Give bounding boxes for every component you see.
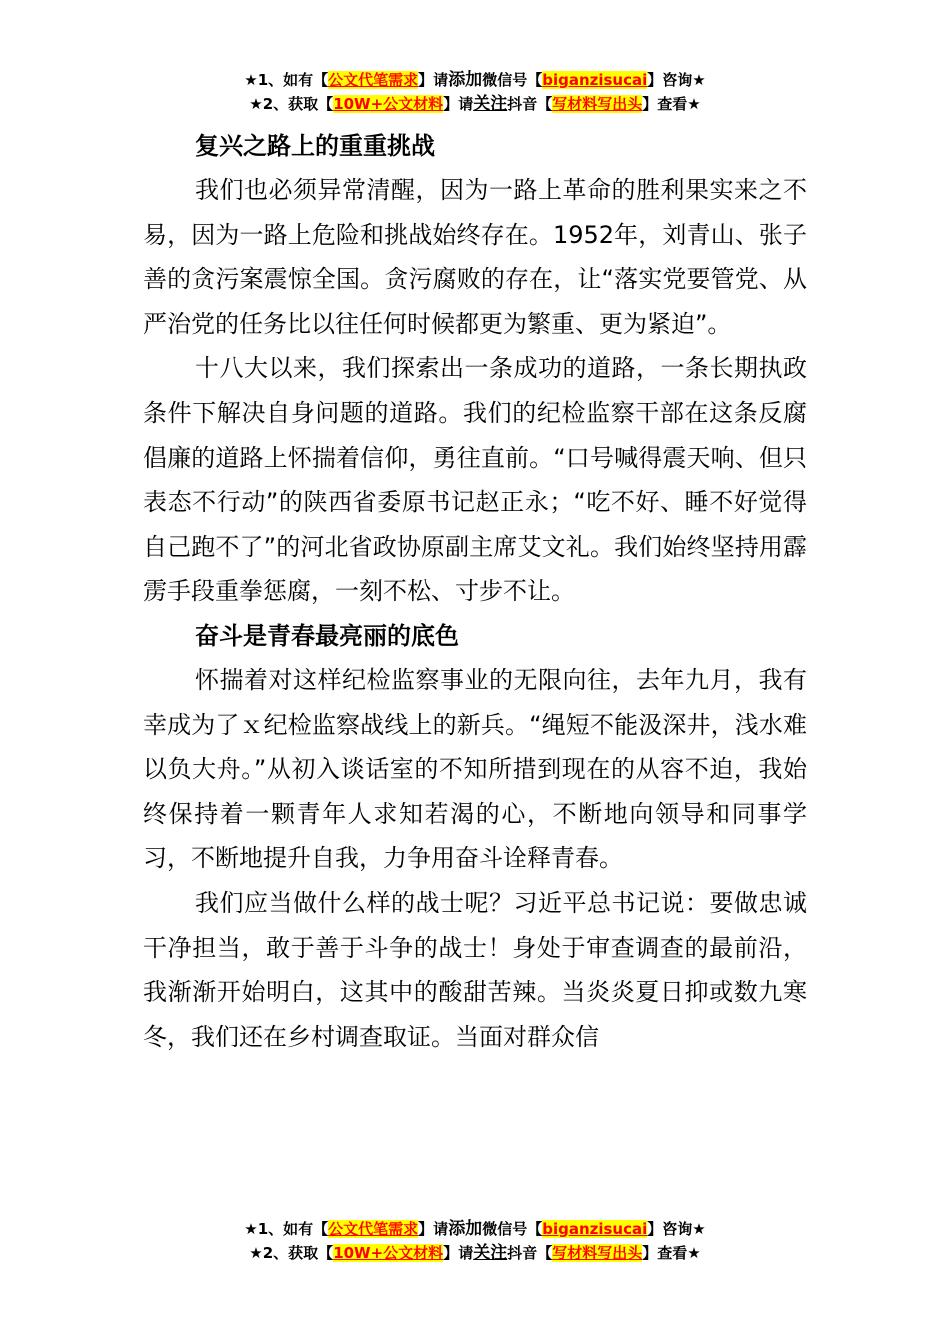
banner-line-1: [0, 1217, 950, 1241]
banner-text: 】查看★: [642, 95, 701, 113]
banner-emphasis: 添加: [448, 1219, 483, 1239]
paragraph: 我们应当做什么样的战士呢？习近平总书记说：要做忠诚干净担当，敢于善于斗争的战士！身处于审查调查的最前沿，我渐渐开始明白，这其中的酸甜苦辣。当炎炎夏日抑或数九寒冬，我们还在乡村调查取证。当面对群众信: [143, 888, 807, 1051]
banner-highlight: 公文代笔需求: [328, 1220, 419, 1238]
banner-text: 】请: [418, 71, 449, 89]
banner-highlight: biganzisucai: [542, 71, 648, 89]
section-heading: 奋斗是青春最亮丽的底色: [195, 621, 459, 650]
banner-text: 】请: [443, 1244, 474, 1262]
banner-text: 】咨询★: [647, 1220, 706, 1238]
banner-text: 抖音【: [507, 1244, 553, 1262]
banner-highlight: 10W+公文材料: [333, 1244, 444, 1262]
banner-text: 】咨询★: [647, 71, 706, 89]
paragraph: 怀揣着对这样纪检监察事业的无限向往，去年九月，我有幸成为了ｘ纪检监察战线上的新兵。“绳短不能汲深井，浅水难以负大舟。”从初入谈话室的不知所措到现在的从容不迫，我始终保持着一颗青年人求知若渴的心，不断地向领导和同事学习，不断地提升自我，力争用奋斗诠释青春。: [143, 665, 807, 873]
banner-emphasis: 添加: [448, 70, 483, 90]
banner-text: ★2、获取【: [249, 95, 334, 113]
banner-text: ★1、如有【: [244, 1220, 329, 1238]
banner-text: 】请: [443, 95, 474, 113]
section-heading: 复兴之路上的重重挑战: [195, 132, 435, 160]
banner-text: 】请: [418, 1220, 449, 1238]
banner-text: 抖音【: [507, 95, 553, 113]
banner-text: ★2、获取【: [249, 1244, 334, 1262]
banner-text: 微信号【: [482, 71, 543, 89]
banner-line-1: [0, 68, 950, 92]
banner-highlight: 写材料写出头: [552, 1244, 643, 1262]
banner-highlight: 写材料写出头: [552, 95, 643, 113]
banner-text: 】查看★: [642, 1244, 701, 1262]
banner-highlight: 公文代笔需求: [328, 71, 419, 89]
paragraph: 我们也必须异常清醒，因为一路上革命的胜利果实来之不易，因为一路上危险和挑战始终存在。1952年，刘青山、张子善的贪污案震惊全国。贪污腐败的存在，让“落实党要管党、从严治党的任务比以往任何时候都更为繁重、更为紧迫”。: [143, 176, 807, 338]
header-banner: [0, 68, 950, 116]
banner-text: ★1、如有【: [244, 71, 329, 89]
document-body: [143, 124, 807, 1059]
banner-line-2: [0, 1241, 950, 1265]
paragraph: 十八大以来，我们探索出一条成功的道路，一条长期执政条件下解决自身问题的道路。我们的纪检监察干部在这条反腐倡廉的道路上怀揣着信仰，勇往直前。“口号喊得震天响、但只表态不行动”的陕西省委原书记赵正永；“吃不好、睡不好觉得自己跑不了”的河北省政协原副主席艾文礼。我们始终坚持用霹雳手段重拳惩腐，一刻不松、寸步不让。: [143, 354, 807, 606]
footer-banner: [0, 1217, 950, 1265]
banner-line-2: [0, 92, 950, 116]
banner-emphasis: 关注: [473, 94, 508, 114]
banner-emphasis: 关注: [473, 1243, 508, 1263]
banner-text: 微信号【: [482, 1220, 543, 1238]
banner-highlight: 10W+公文材料: [333, 95, 444, 113]
banner-highlight: biganzisucai: [542, 1220, 648, 1238]
